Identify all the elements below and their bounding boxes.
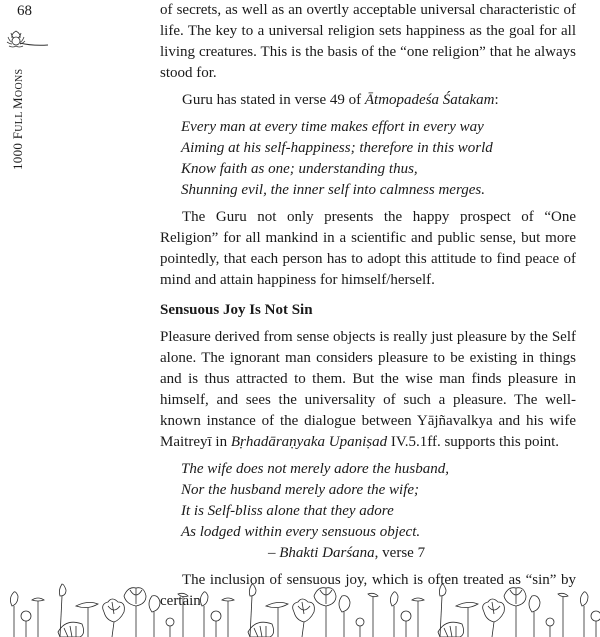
- paragraph-2: Guru has stated in verse 49 of Ātmopadeśa Śatakam:: [182, 92, 499, 108]
- page-number: 68: [17, 3, 32, 19]
- verse-attribution: – Bhakti Darśana, verse 7: [268, 545, 426, 561]
- verse-block-2: [160, 459, 576, 564]
- paragraph-3: The Guru not only presents the happy prospect of “One Religion” for all mankind in a scientific and public sense, but more pointedly, that each person has to adopt this attitude to find peace of mind and attain happiness for himself/herself.: [160, 209, 576, 288]
- verse-line: Aiming at his self-happiness; therefore in this world: [181, 140, 493, 156]
- verse-line: Know faith as one; understanding thus,: [181, 161, 418, 177]
- verse-line: As lodged within every sensuous object.: [181, 524, 421, 540]
- verse-line: The wife does not merely adore the husband,: [181, 461, 450, 477]
- verse-line: Every man at every time makes effort in every way: [181, 119, 484, 135]
- verse-block-1: [160, 117, 576, 201]
- verse-line: Shunning evil, the inner self into calmness merges.: [181, 182, 485, 198]
- paragraph-1: of secrets, as well as an overtly acceptable universal characteristic of life. The key to a universal religion sets happiness as the goal for all living creatures. This is the basis of the “one religion” that he always stood for.: [160, 2, 576, 81]
- verse-line: It is Self-bliss alone that they adore: [181, 503, 394, 519]
- section-heading: Sensuous Joy Is Not Sin: [160, 302, 313, 318]
- lotus-flower-icon: [4, 28, 50, 56]
- lotus-border-icon: [0, 582, 600, 637]
- paragraph-4: Pleasure derived from sense objects is really just pleasure by the Self alone. The ignorant man considers pleasure to be existing in things and is thus attracted to them. But the wise man finds pleasure in himself, and sees the universality of such a pleasure. The well-known instance of the dialogue between Yājñavalkya and his wife Maitreyī in Bṛhadāraṇyaka Upaniṣad IV.5.1ff. supports this point.: [160, 329, 576, 450]
- book-title: Ātmopadeśa Śatakam: [364, 92, 495, 108]
- verse-line: Nor the husband merely adore the wife;: [181, 482, 420, 498]
- running-head: 1000 FULL MOONS: [10, 68, 25, 170]
- paragraph-5: The inclusion of sensuous joy, which is often treated as “sin” by certain: [160, 572, 576, 609]
- text-title: Bṛhadāraṇyaka Upaniṣad: [230, 434, 388, 450]
- main-text: [160, 0, 576, 612]
